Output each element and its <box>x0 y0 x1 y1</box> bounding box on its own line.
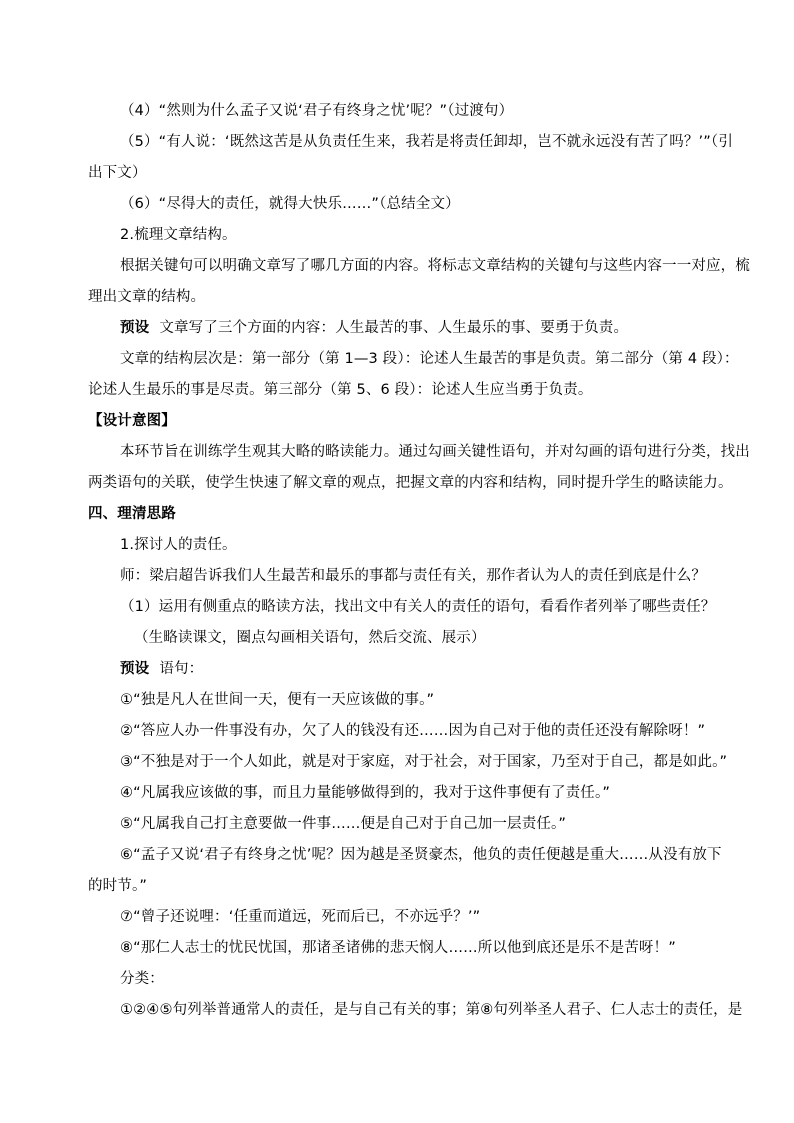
quote-5: ⑤“凡属我自己打主意要做一件事……便是自己对于自己加一层责任。” <box>120 816 567 832</box>
preset-content-text: 文章写了三个方面的内容：人生最苦的事、人生最乐的事、要勇于负责。 <box>159 320 629 336</box>
quote-7: ⑦“曾子还说哩：‘任重而道远，死而后已，不亦远乎？’” <box>120 909 481 925</box>
preset-sentences-label: 语句： <box>159 661 204 677</box>
sentence-5-continued: 出下文） <box>88 165 147 181</box>
classification-label: 分类： <box>120 971 164 987</box>
classification-text: ①②④⑤句列举普通常人的责任，是与自己有关的事；第⑧句列举圣人君子、仁人志士的责任，是 <box>120 1002 743 1018</box>
section-four-heading: 四、理清思路 <box>88 506 176 522</box>
design-intent-text-continued: 两类语句的关联，使学生快速了解文章的观点，把握文章的内容和结构，同时提升学生的略读能力。 <box>88 475 733 491</box>
design-intent-text: 本环节旨在训练学生观其大略的略读能力。通过勾画关键性语句，并对勾画的语句进行分类，找出 <box>120 444 750 460</box>
preset-label-2: 预设 <box>120 661 150 677</box>
paragraph-key-sentences-continued: 理出文章的结构。 <box>88 289 206 305</box>
sentence-6-summary: （6）“尽得大的责任，就得大快乐……”（总结全文） <box>120 196 460 212</box>
preset-sentences <box>120 659 203 679</box>
sentence-4-transition: （4）“然则为什么孟子又说‘君子有终身之忧’呢？”（过渡句） <box>120 103 514 119</box>
quote-8: ⑧“那仁人志士的忧民忧国，那诸圣诸佛的悲天悯人……所以他到底还是乐不是苦呀！” <box>120 940 676 956</box>
task-1: （1）运用有侧重点的略读方法，找出文中有关人的责任的语句，看看作者列举了哪些责任？ <box>120 599 716 615</box>
design-intent-heading: 【设计意图】 <box>88 413 176 429</box>
quote-6: ⑥“孟子又说‘君子有终身之忧’呢？因为越是圣贤豪杰，他负的责任便越是重大……从没有放下 <box>120 847 722 863</box>
subsection-responsibility: 1.探讨人的责任。 <box>120 537 237 553</box>
student-activity: （生略读课文，圈点勾画相关语句，然后交流、展示） <box>134 630 486 646</box>
quote-1: ①“独是凡人在世间一天，便有一天应该做的事。” <box>120 692 435 708</box>
quote-2: ②“答应人办一件事没有办，欠了人的钱没有还……因为自己对于他的责任还没有解除呀！” <box>120 723 706 739</box>
sentence-5-lead: （5）“有人说：‘既然这苦是从负责任生来，我若是将责任卸却，岂不就永远没有苦了吗？’”（引 <box>120 134 733 150</box>
teacher-question: 师：梁启超告诉我们人生最苦和最乐的事都与责任有关，那作者认为人的责任到底是什么？ <box>120 568 706 584</box>
paragraph-key-sentences: 根据关键句可以明确文章写了哪几方面的内容。将标志文章结构的关键句与这些内容一一对应，梳 <box>120 258 750 274</box>
section-heading-structure: 2.梳理文章结构。 <box>120 227 237 243</box>
preset-label: 预设 <box>120 320 150 336</box>
structure-levels-continued: 论述人生最乐的事是尽责。第三部分（第 5、6 段）：论述人生应当勇于负责。 <box>88 382 593 398</box>
structure-levels: 文章的结构层次是：第一部分（第 1—3 段）：论述人生最苦的事是负责。第二部分（第 4 段）： <box>120 351 739 367</box>
quote-3: ③“不独是对于一个人如此，就是对于家庭，对于社会，对于国家，乃至对于自己，都是如此。” <box>120 754 728 770</box>
quote-4: ④“凡属我应该做的事，而且力量能够做得到的，我对于这件事便有了责任。” <box>120 785 611 801</box>
preset-content <box>120 318 628 338</box>
quote-6-continued: 的时节。” <box>88 878 148 894</box>
